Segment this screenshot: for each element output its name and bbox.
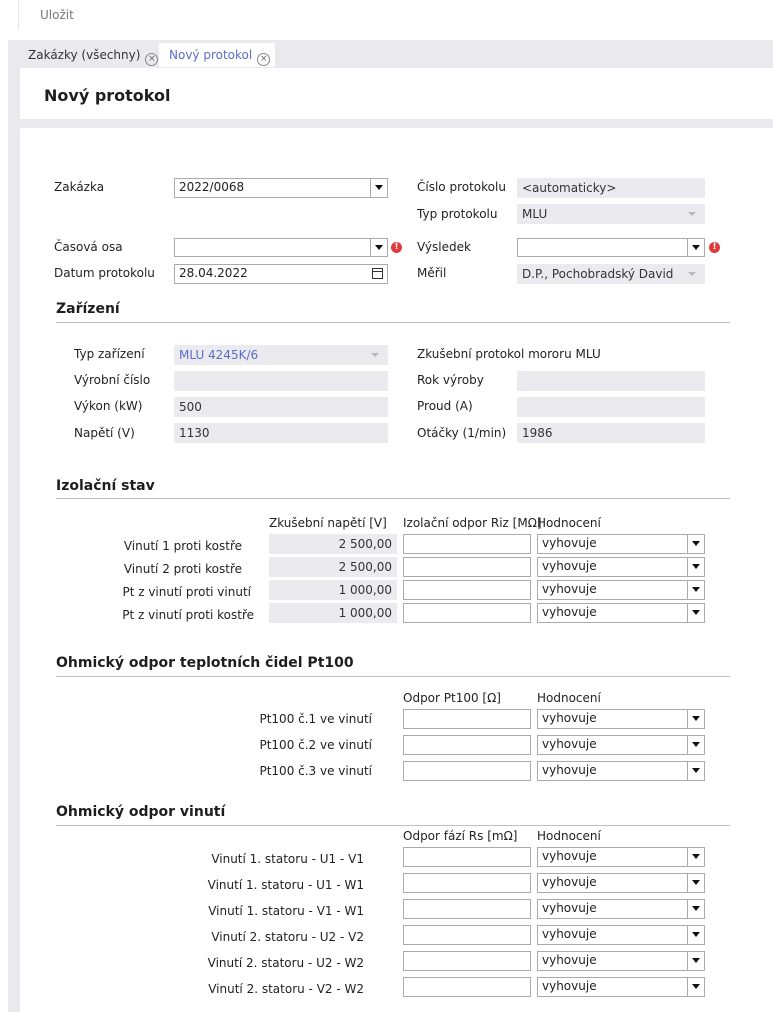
chevron-down-icon[interactable]: [687, 581, 704, 599]
chevron-down-icon[interactable]: [687, 710, 704, 728]
row-label: Pt z vinutí proti vinutí: [122, 585, 251, 599]
typ-protokolu-label: Typ protokolu: [417, 207, 498, 221]
chevron-down-icon[interactable]: [687, 926, 704, 944]
section-title-pt100: Ohmický odpor teplotních čidel Pt100: [56, 655, 354, 671]
hodnoceni-select[interactable]: [537, 873, 705, 893]
hodnoceni-value: vyhovuje: [542, 979, 597, 993]
hodnoceni-select[interactable]: [537, 603, 705, 623]
pt100-odpor-input[interactable]: [403, 761, 531, 781]
proud-field: [517, 397, 705, 417]
section-divider: [56, 825, 730, 826]
izolacni-odpor-input[interactable]: [403, 534, 531, 554]
close-icon[interactable]: ×: [257, 53, 270, 66]
izolacni-odpor-input[interactable]: [403, 580, 531, 600]
datum-protokolu-input[interactable]: [174, 264, 388, 284]
vysledek-select[interactable]: [517, 238, 705, 257]
zkusebni-napeti-field: 2 500,00: [269, 557, 397, 577]
zkusebni-napeti-field: 1 000,00: [269, 603, 397, 623]
hodnoceni-value: vyhovuje: [542, 901, 597, 915]
hodnoceni-value: vyhovuje: [542, 536, 597, 550]
casova-osa-label: Časová osa: [54, 240, 123, 254]
odpor-fazi-input[interactable]: [403, 951, 531, 971]
typ-zarizeni-label: Typ zařízení: [74, 347, 145, 361]
zkusebni-napeti-field: 2 500,00: [269, 534, 397, 554]
row-label: Pt z vinutí proti kostře: [122, 608, 254, 622]
section-title-zarizeni: Zařízení: [56, 301, 120, 317]
typ-protokolu-select: [517, 204, 705, 224]
hodnoceni-value: vyhovuje: [542, 559, 597, 573]
tab-label: Nový protokol: [169, 48, 253, 62]
save-button[interactable]: Uložit: [40, 8, 74, 22]
chevron-down-icon[interactable]: [687, 535, 704, 553]
tab-label: Zakázky (všechny): [28, 48, 141, 62]
calendar-icon[interactable]: [372, 268, 383, 279]
odpor-fazi-input[interactable]: [403, 899, 531, 919]
row-label: Vinutí 1. statoru - U1 - W1: [207, 878, 364, 892]
section-title-izolacni: Izolační stav: [56, 478, 155, 494]
meril-select: [517, 264, 705, 284]
row-label: Vinutí 1 proti kostře: [123, 539, 242, 553]
section-divider: [56, 498, 730, 499]
row-label: Vinutí 2. statoru - U2 - V2: [211, 930, 364, 944]
napeti-field: 1130: [174, 423, 388, 443]
zakazka-select[interactable]: [174, 178, 388, 198]
chevron-down-icon[interactable]: [687, 558, 704, 576]
vyrobni-cislo-field: [174, 371, 388, 391]
casova-osa-select[interactable]: [174, 238, 388, 257]
zkusebni-protokol-label: Zkušební protokol mororu MLU: [417, 347, 601, 361]
hodnoceni-select[interactable]: [537, 847, 705, 867]
page-title: Nový protokol: [44, 86, 171, 105]
close-icon[interactable]: ×: [145, 53, 158, 66]
odpor-fazi-input[interactable]: [403, 847, 531, 867]
col-header-hodnoceni: Hodnocení: [537, 829, 601, 843]
cislo-protokolu-label: Číslo protokolu: [417, 180, 506, 194]
datum-protokolu-label: Datum protokolu: [54, 266, 155, 280]
row-label: Vinutí 2. statoru - U2 - W2: [207, 956, 364, 970]
zakazka-value: 2022/0068: [179, 180, 245, 194]
proud-label: Proud (A): [417, 399, 473, 413]
hodnoceni-select[interactable]: [537, 977, 705, 997]
typ-zarizeni-select: [174, 345, 388, 365]
chevron-down-icon[interactable]: [687, 848, 704, 866]
hodnoceni-select[interactable]: [537, 534, 705, 554]
warning-icon: !: [709, 242, 720, 253]
odpor-fazi-input[interactable]: [403, 873, 531, 893]
typ-zarizeni-value: MLU 4245K/6: [179, 348, 259, 362]
chevron-down-icon[interactable]: [687, 239, 704, 256]
napeti-label: Napětí (V): [74, 426, 135, 440]
meril-value: D.P., Pochobradský David: [522, 267, 674, 281]
section-title-vinuti: Ohmický odpor vinutí: [56, 804, 226, 820]
row-label: Vinutí 1. statoru - V1 - W1: [208, 904, 364, 918]
col-header-odpor: Odpor fází Rs [mΩ]: [403, 829, 518, 843]
chevron-down-icon[interactable]: [687, 736, 704, 754]
chevron-down-icon[interactable]: [687, 604, 704, 622]
col-header-hodnoceni: Hodnocení: [537, 516, 601, 530]
hodnoceni-select[interactable]: [537, 925, 705, 945]
otacky-field: 1986: [517, 423, 705, 443]
chevron-down-icon[interactable]: [687, 952, 704, 970]
hodnoceni-value: vyhovuje: [542, 737, 597, 751]
col-header-odpor: Odpor Pt100 [Ω]: [403, 691, 501, 705]
hodnoceni-select[interactable]: [537, 899, 705, 919]
zakazka-label: Zakázka: [54, 180, 105, 194]
odpor-fazi-input[interactable]: [403, 977, 531, 997]
chevron-down-icon[interactable]: [687, 978, 704, 996]
col-header-hodnoceni: Hodnocení: [537, 691, 601, 705]
hodnoceni-value: vyhovuje: [542, 582, 597, 596]
meril-label: Měřil: [417, 266, 447, 280]
col-header-odpor: Izolační odpor Riz [MΩ]: [403, 516, 542, 530]
zkusebni-napeti-field: 1 000,00: [269, 580, 397, 600]
hodnoceni-select[interactable]: [537, 709, 705, 729]
row-label: Pt100 č.2 ve vinutí: [259, 738, 372, 752]
rok-vyroby-label: Rok výroby: [417, 373, 484, 387]
row-label: Vinutí 2 proti kostře: [123, 562, 242, 576]
odpor-fazi-input[interactable]: [403, 925, 531, 945]
chevron-down-icon[interactable]: [370, 239, 387, 256]
hodnoceni-value: vyhovuje: [542, 605, 597, 619]
chevron-down-icon[interactable]: [687, 762, 704, 780]
tab-zakazky[interactable]: [20, 43, 158, 67]
chevron-down-icon[interactable]: [687, 900, 704, 918]
izolacni-odpor-input[interactable]: [403, 557, 531, 577]
hodnoceni-select[interactable]: [537, 951, 705, 971]
vyrobni-cislo-label: Výrobní číslo: [74, 373, 151, 387]
row-label: Pt100 č.1 ve vinutí: [259, 712, 372, 726]
izolacni-odpor-input[interactable]: [403, 603, 531, 623]
tab-novy-protokol[interactable]: [159, 43, 275, 67]
hodnoceni-select[interactable]: [537, 580, 705, 600]
chevron-down-icon[interactable]: [687, 874, 704, 892]
section-divider: [56, 322, 730, 323]
otacky-label: Otáčky (1/min): [417, 426, 507, 440]
vysledek-label: Výsledek: [417, 240, 471, 254]
hodnoceni-value: vyhovuje: [542, 927, 597, 941]
vykon-label: Výkon (kW): [74, 399, 143, 413]
chevron-down-icon[interactable]: [370, 179, 387, 197]
hodnoceni-value: vyhovuje: [542, 953, 597, 967]
cislo-protokolu-field: <automaticky>: [517, 178, 705, 198]
hodnoceni-value: vyhovuje: [542, 849, 597, 863]
hodnoceni-value: vyhovuje: [542, 875, 597, 889]
pt100-odpor-input[interactable]: [403, 735, 531, 755]
hodnoceni-select[interactable]: [537, 761, 705, 781]
warning-icon: !: [391, 242, 402, 253]
datum-protokolu-value: 28.04.2022: [179, 266, 248, 280]
row-label: Pt100 č.3 ve vinutí: [259, 764, 372, 778]
pt100-odpor-input[interactable]: [403, 709, 531, 729]
row-label: Vinutí 1. statoru - U1 - V1: [211, 852, 364, 866]
toolbar-divider: [18, 0, 19, 30]
hodnoceni-select[interactable]: [537, 557, 705, 577]
row-label: Vinutí 2. statoru - V2 - W2: [208, 982, 364, 996]
col-header-napeti: Zkušební napětí [V]: [269, 516, 387, 530]
hodnoceni-select[interactable]: [537, 735, 705, 755]
section-divider: [56, 676, 730, 677]
vykon-field: 500: [174, 397, 388, 417]
hodnoceni-value: vyhovuje: [542, 711, 597, 725]
rok-vyroby-field: [517, 371, 705, 391]
hodnoceni-value: vyhovuje: [542, 763, 597, 777]
typ-protokolu-value: MLU: [522, 207, 548, 221]
